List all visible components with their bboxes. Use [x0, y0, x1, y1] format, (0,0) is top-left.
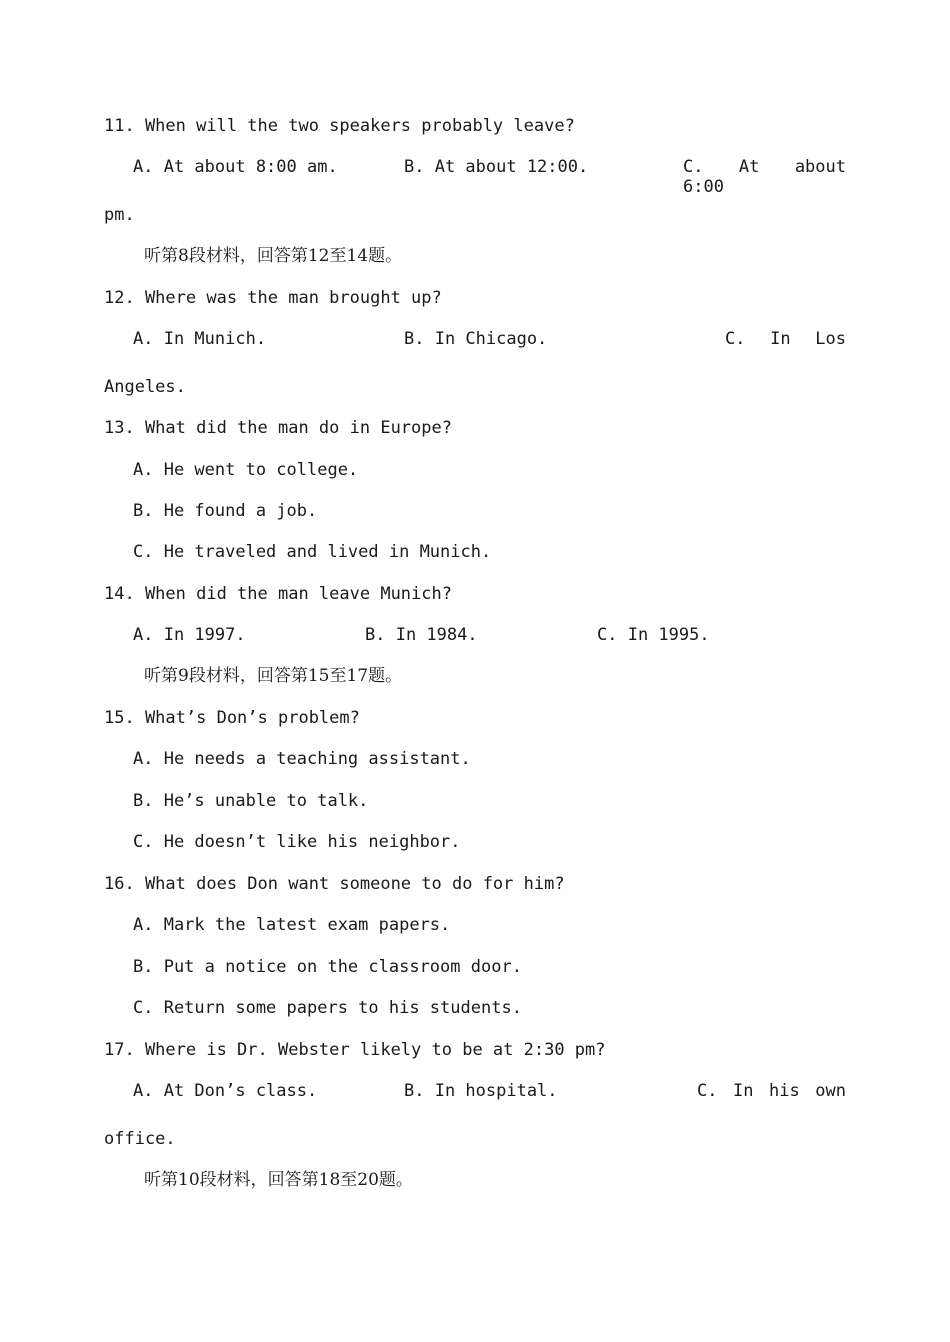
option-17-c-continued: office.	[104, 1129, 176, 1149]
option-14-a: A. In 1997.	[133, 625, 246, 645]
option-17-c: C. In his own	[697, 1081, 846, 1101]
option-12-c-continued: Angeles.	[104, 377, 186, 397]
option-14-c: C. In 1995.	[597, 625, 710, 645]
listening-instruction-10: 听第10段材料，回答第18至20题。	[144, 1170, 413, 1190]
question-11: 11. When will the two speakers probably leave?	[104, 116, 575, 136]
question-17: 17. Where is Dr. Webster likely to be at 2:30 pm?	[104, 1040, 606, 1060]
question-13: 13. What did the man do in Europe?	[104, 418, 452, 438]
option-11-a: A. At about 8:00 am.	[133, 157, 338, 177]
option-11-c: C. At about 6:00	[683, 157, 846, 197]
option-12-a: A. In Munich.	[133, 329, 267, 349]
option-12-c: C. In Los	[725, 329, 846, 349]
option-17-a: A. At Don’s class.	[133, 1081, 318, 1101]
question-14: 14. When did the man leave Munich?	[104, 584, 452, 604]
option-16-c: C. Return some papers to his students.	[133, 998, 522, 1018]
option-11-c-continued: pm.	[104, 205, 135, 225]
question-15: 15. What’s Don’s problem?	[104, 708, 360, 728]
option-17-b: B. In hospital.	[404, 1081, 558, 1101]
listening-instruction-9: 听第9段材料，回答第15至17题。	[144, 666, 403, 686]
option-16-a: A. Mark the latest exam papers.	[133, 915, 451, 935]
option-13-c: C. He traveled and lived in Munich.	[133, 542, 492, 562]
option-13-b: B. He found a job.	[133, 501, 318, 521]
option-13-a: A. He went to college.	[133, 460, 359, 480]
question-16: 16. What does Don want someone to do for him?	[104, 874, 565, 894]
option-12-b: B. In Chicago.	[404, 329, 548, 349]
question-12: 12. Where was the man brought up?	[104, 288, 442, 308]
option-15-a: A. He needs a teaching assistant.	[133, 749, 471, 769]
option-11-b: B. At about 12:00.	[404, 157, 589, 177]
option-14-b: B. In 1984.	[365, 625, 478, 645]
listening-instruction-8: 听第8段材料，回答第12至14题。	[144, 246, 403, 266]
option-16-b: B. Put a notice on the classroom door.	[133, 957, 522, 977]
option-15-b: B. He’s unable to talk.	[133, 791, 369, 811]
option-15-c: C. He doesn’t like his neighbor.	[133, 832, 461, 852]
